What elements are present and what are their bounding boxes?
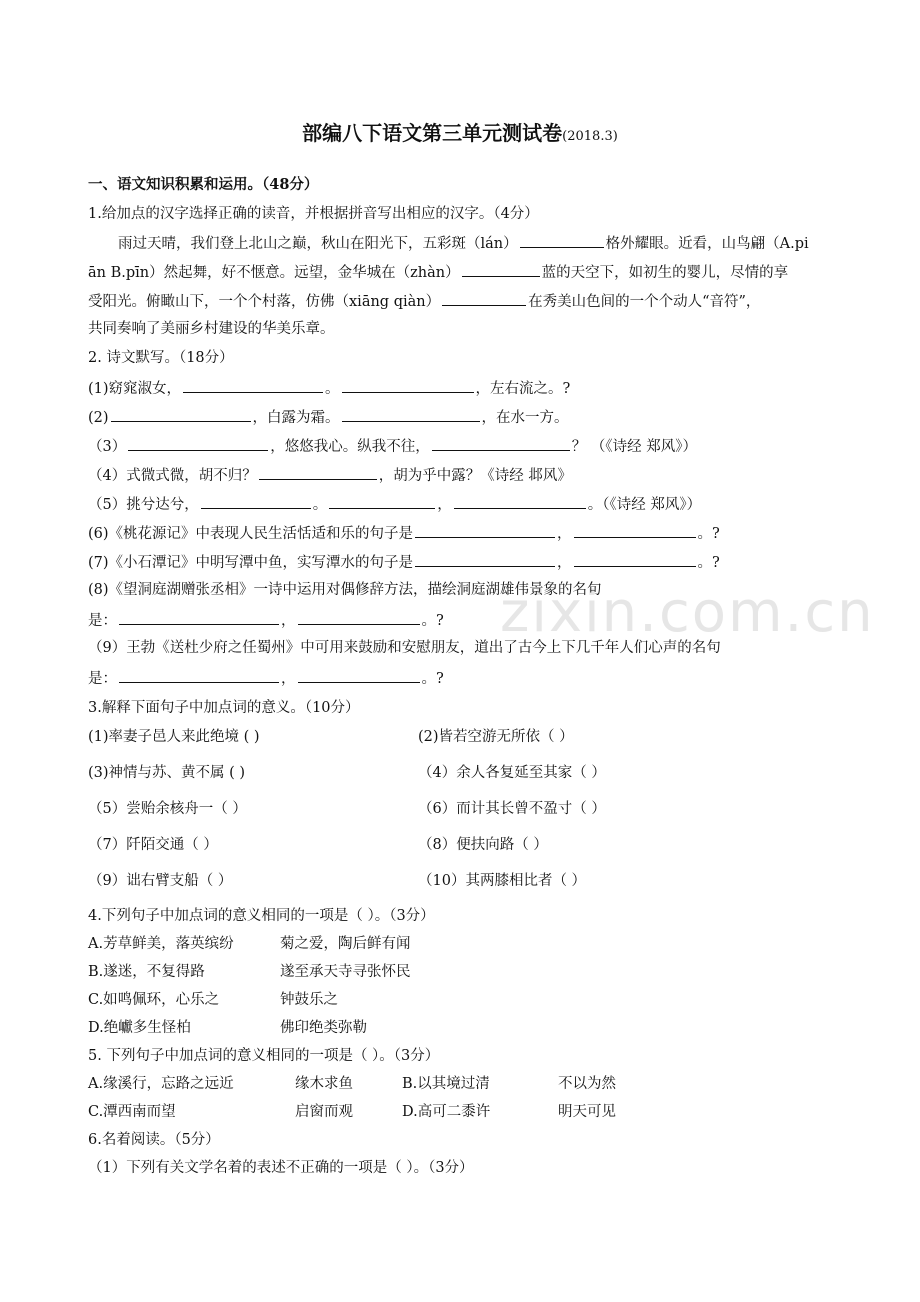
q4-option-pair: 遂至承天寺寻张怀民 <box>280 964 411 980</box>
q5-option: D.高可二黍许 <box>402 1104 491 1120</box>
q3-item: (3)神情与苏、黄不属 ( ) <box>88 765 246 781</box>
q5-option: C.潭西南而望 <box>88 1104 176 1120</box>
q1-text: 雨过天晴，我们登上北山之巅，秋山在阳光下，五彩斑（lán） <box>118 236 518 252</box>
answer-blank[interactable] <box>183 378 323 393</box>
q2-text: ，胡为乎中露？《诗经 邶风》 <box>378 468 572 484</box>
q4-option: A.芳草鲜美，落英缤纷 <box>88 936 234 952</box>
q4-option-pair: 菊之爱，陶后鲜有闻 <box>280 936 411 952</box>
q4-option-pair: 佛印绝类弥勒 <box>280 1020 367 1036</box>
q2-text: ，左右流之。? <box>475 381 571 397</box>
q2-text: （3） <box>88 439 127 455</box>
q2-text: (2) <box>88 410 109 426</box>
q4-option: C.如鸣佩环，心乐之 <box>88 992 220 1008</box>
q2-text: 。? <box>697 526 720 542</box>
q2-text: ， <box>437 497 452 513</box>
q1-text: 在秀美山色间的一个个动人“音符”， <box>528 294 761 310</box>
q3-item: （9）诎右臂支船（ ） <box>88 873 233 889</box>
q2-text: ， <box>557 555 572 571</box>
q2-line <box>88 552 720 572</box>
q5-option-pair: 不以为然 <box>558 1076 616 1092</box>
q4-option: D.绝巘多生怪柏 <box>88 1020 191 1036</box>
answer-blank[interactable] <box>119 610 279 625</box>
q1-passage-line: 共同奏响了美丽乡村建设的华美乐章。 <box>88 321 335 337</box>
answer-blank[interactable] <box>520 233 604 248</box>
question-2-heading: 2. 诗文默写。（18分） <box>88 350 234 366</box>
q2-text: ，在水一方。 <box>481 410 569 426</box>
question-3-heading: 3.解释下面句子中加点词的意义。（10分） <box>88 700 360 716</box>
q2-text: (7)《小石潭记》中明写潭中鱼，实写潭水的句子是 <box>88 555 414 571</box>
q2-text: ，悠悠我心。纵我不往， <box>270 439 430 455</box>
answer-blank[interactable] <box>432 436 570 451</box>
q1-text: 格外耀眼。近看，山鸟翩（A.pi <box>605 236 809 252</box>
q2-line <box>88 494 701 514</box>
answer-blank[interactable] <box>298 668 420 683</box>
q3-item: （5）尝贻余核舟一（ ） <box>88 801 247 817</box>
q6-subquestion: （1）下列有关文学名着的表述不正确的一项是（ ）。（3分） <box>88 1160 474 1176</box>
q2-text: 。 <box>312 497 328 513</box>
q5-option-pair: 明天可见 <box>558 1104 616 1120</box>
answer-blank[interactable] <box>415 552 555 567</box>
q4-option: B.遂迷，不复得路 <box>88 964 205 980</box>
q2-line: (8)《望洞庭湖赠张丞相》一诗中运用对偶修辞方法，描绘洞庭湖雄伟景象的名句 <box>88 582 602 598</box>
q2-text: ，白露为霜。 <box>252 410 340 426</box>
q2-line <box>88 610 444 630</box>
answer-blank[interactable] <box>442 291 526 306</box>
answer-blank[interactable] <box>201 494 311 509</box>
q2-line <box>88 378 570 398</box>
answer-blank[interactable] <box>259 465 377 480</box>
q3-item: （7）阡陌交通（ ） <box>88 837 218 853</box>
answer-blank[interactable] <box>119 668 279 683</box>
q5-option: B.以其境过清 <box>402 1076 490 1092</box>
q2-text: ， <box>557 526 572 542</box>
q2-text: ， <box>281 613 296 629</box>
q4-option-pair: 钟鼓乐之 <box>280 992 338 1008</box>
q1-text: ān B.pīn）然起舞，好不惬意。远望，金华城在（zhàn） <box>88 265 460 281</box>
question-4-heading: 4.下列句子中加点词的意义相同的一项是（ ）。（3分） <box>88 908 435 924</box>
answer-blank[interactable] <box>454 494 586 509</box>
q3-item: (1)率妻子邑人来此绝境 ( ) <box>88 729 260 745</box>
q2-line <box>88 436 697 456</box>
q2-line: （9）王勃《送杜少府之任蜀州》中可用来鼓励和安慰朋友，道出了古今上下几千年人们心声的名句 <box>88 640 721 656</box>
answer-blank[interactable] <box>415 523 555 538</box>
q2-text: ， <box>281 671 296 687</box>
q3-item: （8）便扶向路（ ） <box>418 837 548 853</box>
q5-option-pair: 启窗而观 <box>295 1104 353 1120</box>
q2-text: 是： <box>88 613 117 629</box>
q1-passage-line <box>88 291 760 311</box>
q2-text: ？ （《诗经 郑风》） <box>571 439 697 455</box>
q2-text: 。（《诗经 郑风》） <box>587 497 702 513</box>
q2-text: 。? <box>421 671 444 687</box>
answer-blank[interactable] <box>574 523 696 538</box>
q2-line <box>88 407 569 427</box>
q2-text: 是： <box>88 671 117 687</box>
q2-text: 。 <box>325 381 340 397</box>
q3-item: （10）其两膝相比者（ ） <box>418 873 587 889</box>
watermark: zixin.com.cn <box>500 580 875 645</box>
answer-blank[interactable] <box>298 610 420 625</box>
q2-text: (6)《桃花源记》中表现人民生活恬适和乐的句子是 <box>88 526 414 542</box>
answer-blank[interactable] <box>111 407 251 422</box>
question-5-heading: 5. 下列句子中加点词的意义相同的一项是（ ）。（3分） <box>88 1048 440 1064</box>
answer-blank[interactable] <box>342 378 474 393</box>
q1-text: 受阳光。俯瞰山下，一个个村落，仿佛（xiāng qiàn） <box>88 294 441 310</box>
answer-blank[interactable] <box>329 494 435 509</box>
q2-line <box>88 668 444 688</box>
title-date: (2018.3) <box>562 129 618 144</box>
question-1-heading: 1.给加点的汉字选择正确的读音，并根据拼音写出相应的汉字。（4分） <box>88 206 539 222</box>
title-text: 部编八下语文第三单元测试卷 <box>302 121 563 145</box>
q2-text: (1)窈窕淑女， <box>88 381 182 397</box>
answer-blank[interactable] <box>128 436 268 451</box>
page-title <box>0 117 920 146</box>
q5-option: A.缘溪行，忘路之远近 <box>88 1076 234 1092</box>
section-heading: 一、语文知识积累和运用。（48分） <box>88 176 319 193</box>
answer-blank[interactable] <box>342 407 480 422</box>
q2-line <box>88 523 720 543</box>
q2-text: （4）式微式微，胡不归？ <box>88 468 257 484</box>
q2-text: 。? <box>697 555 720 571</box>
question-6-heading: 6.名着阅读。（5分） <box>88 1132 220 1148</box>
q3-item: (2)皆若空游无所依（ ） <box>418 729 574 745</box>
q2-text: 。? <box>421 613 444 629</box>
q3-item: （6）而计其长曾不盈寸（ ） <box>418 801 606 817</box>
q1-passage-line <box>118 233 809 253</box>
q2-text: （5）挑兮达兮， <box>88 497 199 513</box>
q3-item: （4）余人各复延至其家（ ） <box>418 765 606 781</box>
answer-blank[interactable] <box>574 552 696 567</box>
q2-line <box>88 465 572 485</box>
q1-passage-line <box>88 262 788 282</box>
q1-text: 蓝的天空下，如初生的婴儿，尽情的享 <box>541 265 789 281</box>
answer-blank[interactable] <box>462 262 540 277</box>
q5-option-pair: 缘木求鱼 <box>295 1076 353 1092</box>
